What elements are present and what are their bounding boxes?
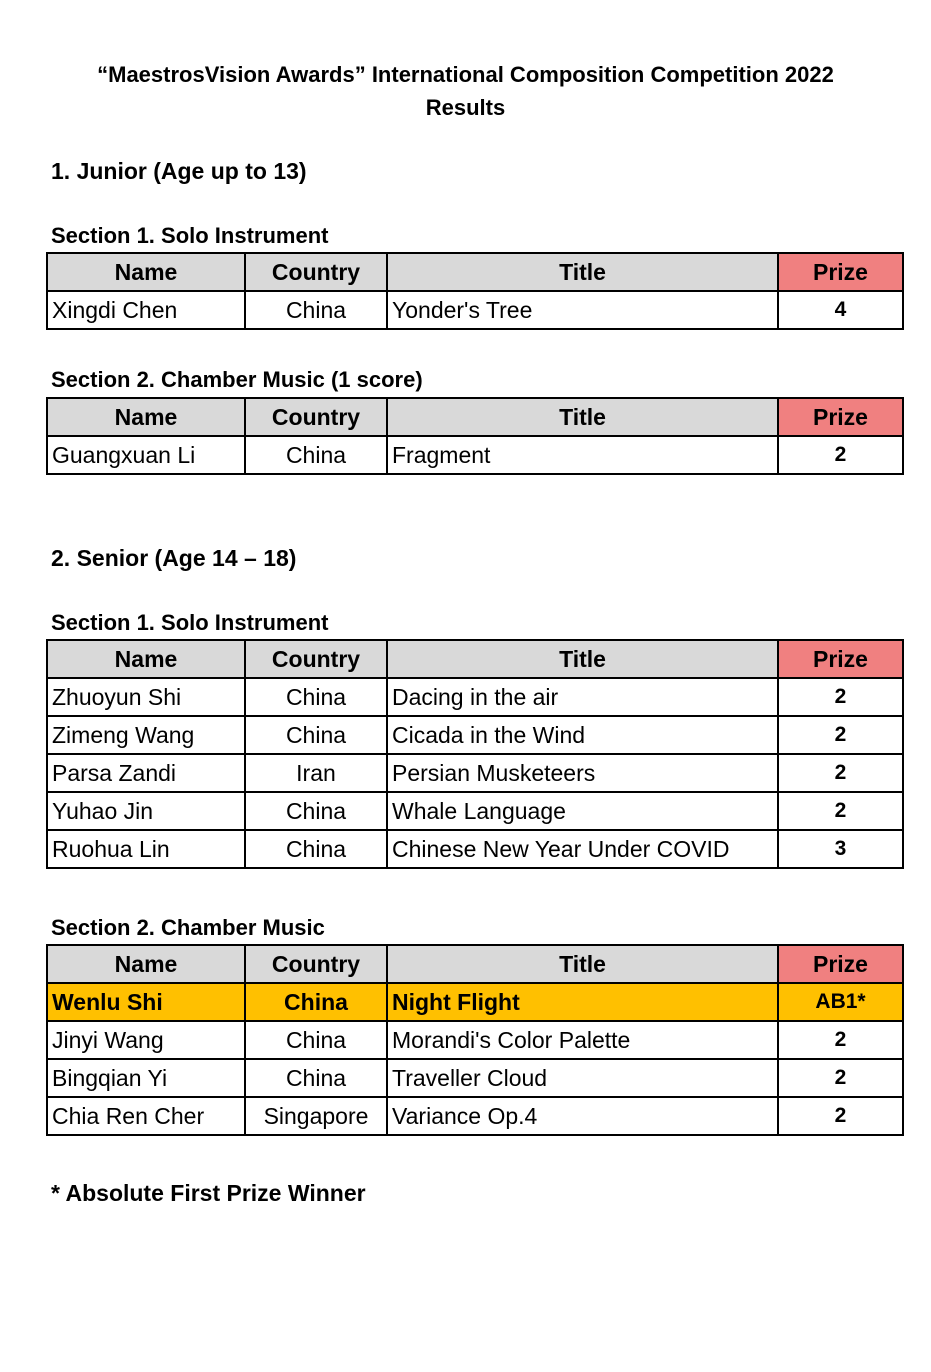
cell-title: Persian Musketeers: [387, 754, 778, 792]
cell-title: Traveller Cloud: [387, 1059, 778, 1097]
cell-country: China: [245, 291, 387, 329]
category-heading-senior: 2. Senior (Age 14 – 18): [51, 545, 297, 571]
column-header-prize: Prize: [778, 945, 903, 983]
column-header-name: Name: [47, 640, 245, 678]
table-row: [47, 436, 903, 474]
table-header-row: [47, 398, 903, 436]
section-label: Section 2. Chamber Music: [51, 915, 325, 940]
column-header-country: Country: [245, 945, 387, 983]
footnote: * Absolute First Prize Winner: [51, 1180, 366, 1206]
cell-prize: 2: [778, 436, 903, 474]
cell-title: Yonder's Tree: [387, 291, 778, 329]
cell-country: China: [245, 1059, 387, 1097]
column-header-title: Title: [387, 253, 778, 291]
cell-name: Guangxuan Li: [47, 436, 245, 474]
table-header-row: [47, 253, 903, 291]
cell-country: China: [245, 1021, 387, 1059]
cell-title: Chinese New Year Under COVID: [387, 830, 778, 868]
cell-name: Yuhao Jin: [47, 792, 245, 830]
cell-prize: 3: [778, 830, 903, 868]
column-header-name: Name: [47, 398, 245, 436]
title-line-2: Results: [425, 95, 506, 120]
cell-name: Chia Ren Cher: [47, 1097, 245, 1135]
column-header-country: Country: [245, 398, 387, 436]
results-table: [46, 639, 904, 869]
title-line-1: “MaestrosVision Awards” International Composition Competition 2022: [97, 62, 834, 87]
cell-country: China: [245, 792, 387, 830]
column-header-name: Name: [47, 945, 245, 983]
cell-country: Iran: [245, 754, 387, 792]
cell-title: Fragment: [387, 436, 778, 474]
cell-title: Whale Language: [387, 792, 778, 830]
cell-country: China: [245, 983, 387, 1021]
cell-name: Ruohua Lin: [47, 830, 245, 868]
cell-name: Zimeng Wang: [47, 716, 245, 754]
section-label: Section 2. Chamber Music (1 score): [51, 367, 423, 392]
cell-title: Variance Op.4: [387, 1097, 778, 1135]
cell-prize: 2: [778, 792, 903, 830]
column-header-name: Name: [47, 253, 245, 291]
table-row-highlighted: [47, 983, 903, 1021]
column-header-title: Title: [387, 398, 778, 436]
cell-name: Wenlu Shi: [47, 983, 245, 1021]
cell-title: Morandi's Color Palette: [387, 1021, 778, 1059]
cell-prize: 2: [778, 678, 903, 716]
table-row: [47, 291, 903, 329]
cell-title: Cicada in the Wind: [387, 716, 778, 754]
table-row: [47, 678, 903, 716]
table-header-row: [47, 945, 903, 983]
cell-prize: 2: [778, 1059, 903, 1097]
results-table: [46, 397, 904, 475]
cell-country: China: [245, 716, 387, 754]
results-table: [46, 944, 904, 1136]
cell-title: Night Flight: [387, 983, 778, 1021]
cell-prize: 2: [778, 1097, 903, 1135]
column-header-country: Country: [245, 253, 387, 291]
table-row: [47, 830, 903, 868]
cell-title: Dacing in the air: [387, 678, 778, 716]
cell-prize: 2: [778, 1021, 903, 1059]
column-header-prize: Prize: [778, 398, 903, 436]
page-title: [0, 58, 931, 124]
cell-country: China: [245, 830, 387, 868]
cell-name: Jinyi Wang: [47, 1021, 245, 1059]
table-header-row: [47, 640, 903, 678]
section-label: Section 1. Solo Instrument: [51, 223, 329, 248]
column-header-title: Title: [387, 945, 778, 983]
cell-prize: AB1*: [778, 983, 903, 1021]
cell-prize: 2: [778, 754, 903, 792]
cell-prize: 4: [778, 291, 903, 329]
results-table: [46, 252, 904, 330]
cell-country: China: [245, 436, 387, 474]
cell-country: Singapore: [245, 1097, 387, 1135]
table-row: [47, 1021, 903, 1059]
cell-name: Xingdi Chen: [47, 291, 245, 329]
cell-name: Zhuoyun Shi: [47, 678, 245, 716]
cell-name: Parsa Zandi: [47, 754, 245, 792]
table-row: [47, 754, 903, 792]
table-row: [47, 716, 903, 754]
table-row: [47, 1097, 903, 1135]
cell-name: Bingqian Yi: [47, 1059, 245, 1097]
column-header-title: Title: [387, 640, 778, 678]
column-header-country: Country: [245, 640, 387, 678]
column-header-prize: Prize: [778, 640, 903, 678]
column-header-prize: Prize: [778, 253, 903, 291]
category-heading-junior: 1. Junior (Age up to 13): [51, 158, 307, 184]
table-row: [47, 1059, 903, 1097]
cell-country: China: [245, 678, 387, 716]
table-row: [47, 792, 903, 830]
section-label: Section 1. Solo Instrument: [51, 610, 329, 635]
cell-prize: 2: [778, 716, 903, 754]
